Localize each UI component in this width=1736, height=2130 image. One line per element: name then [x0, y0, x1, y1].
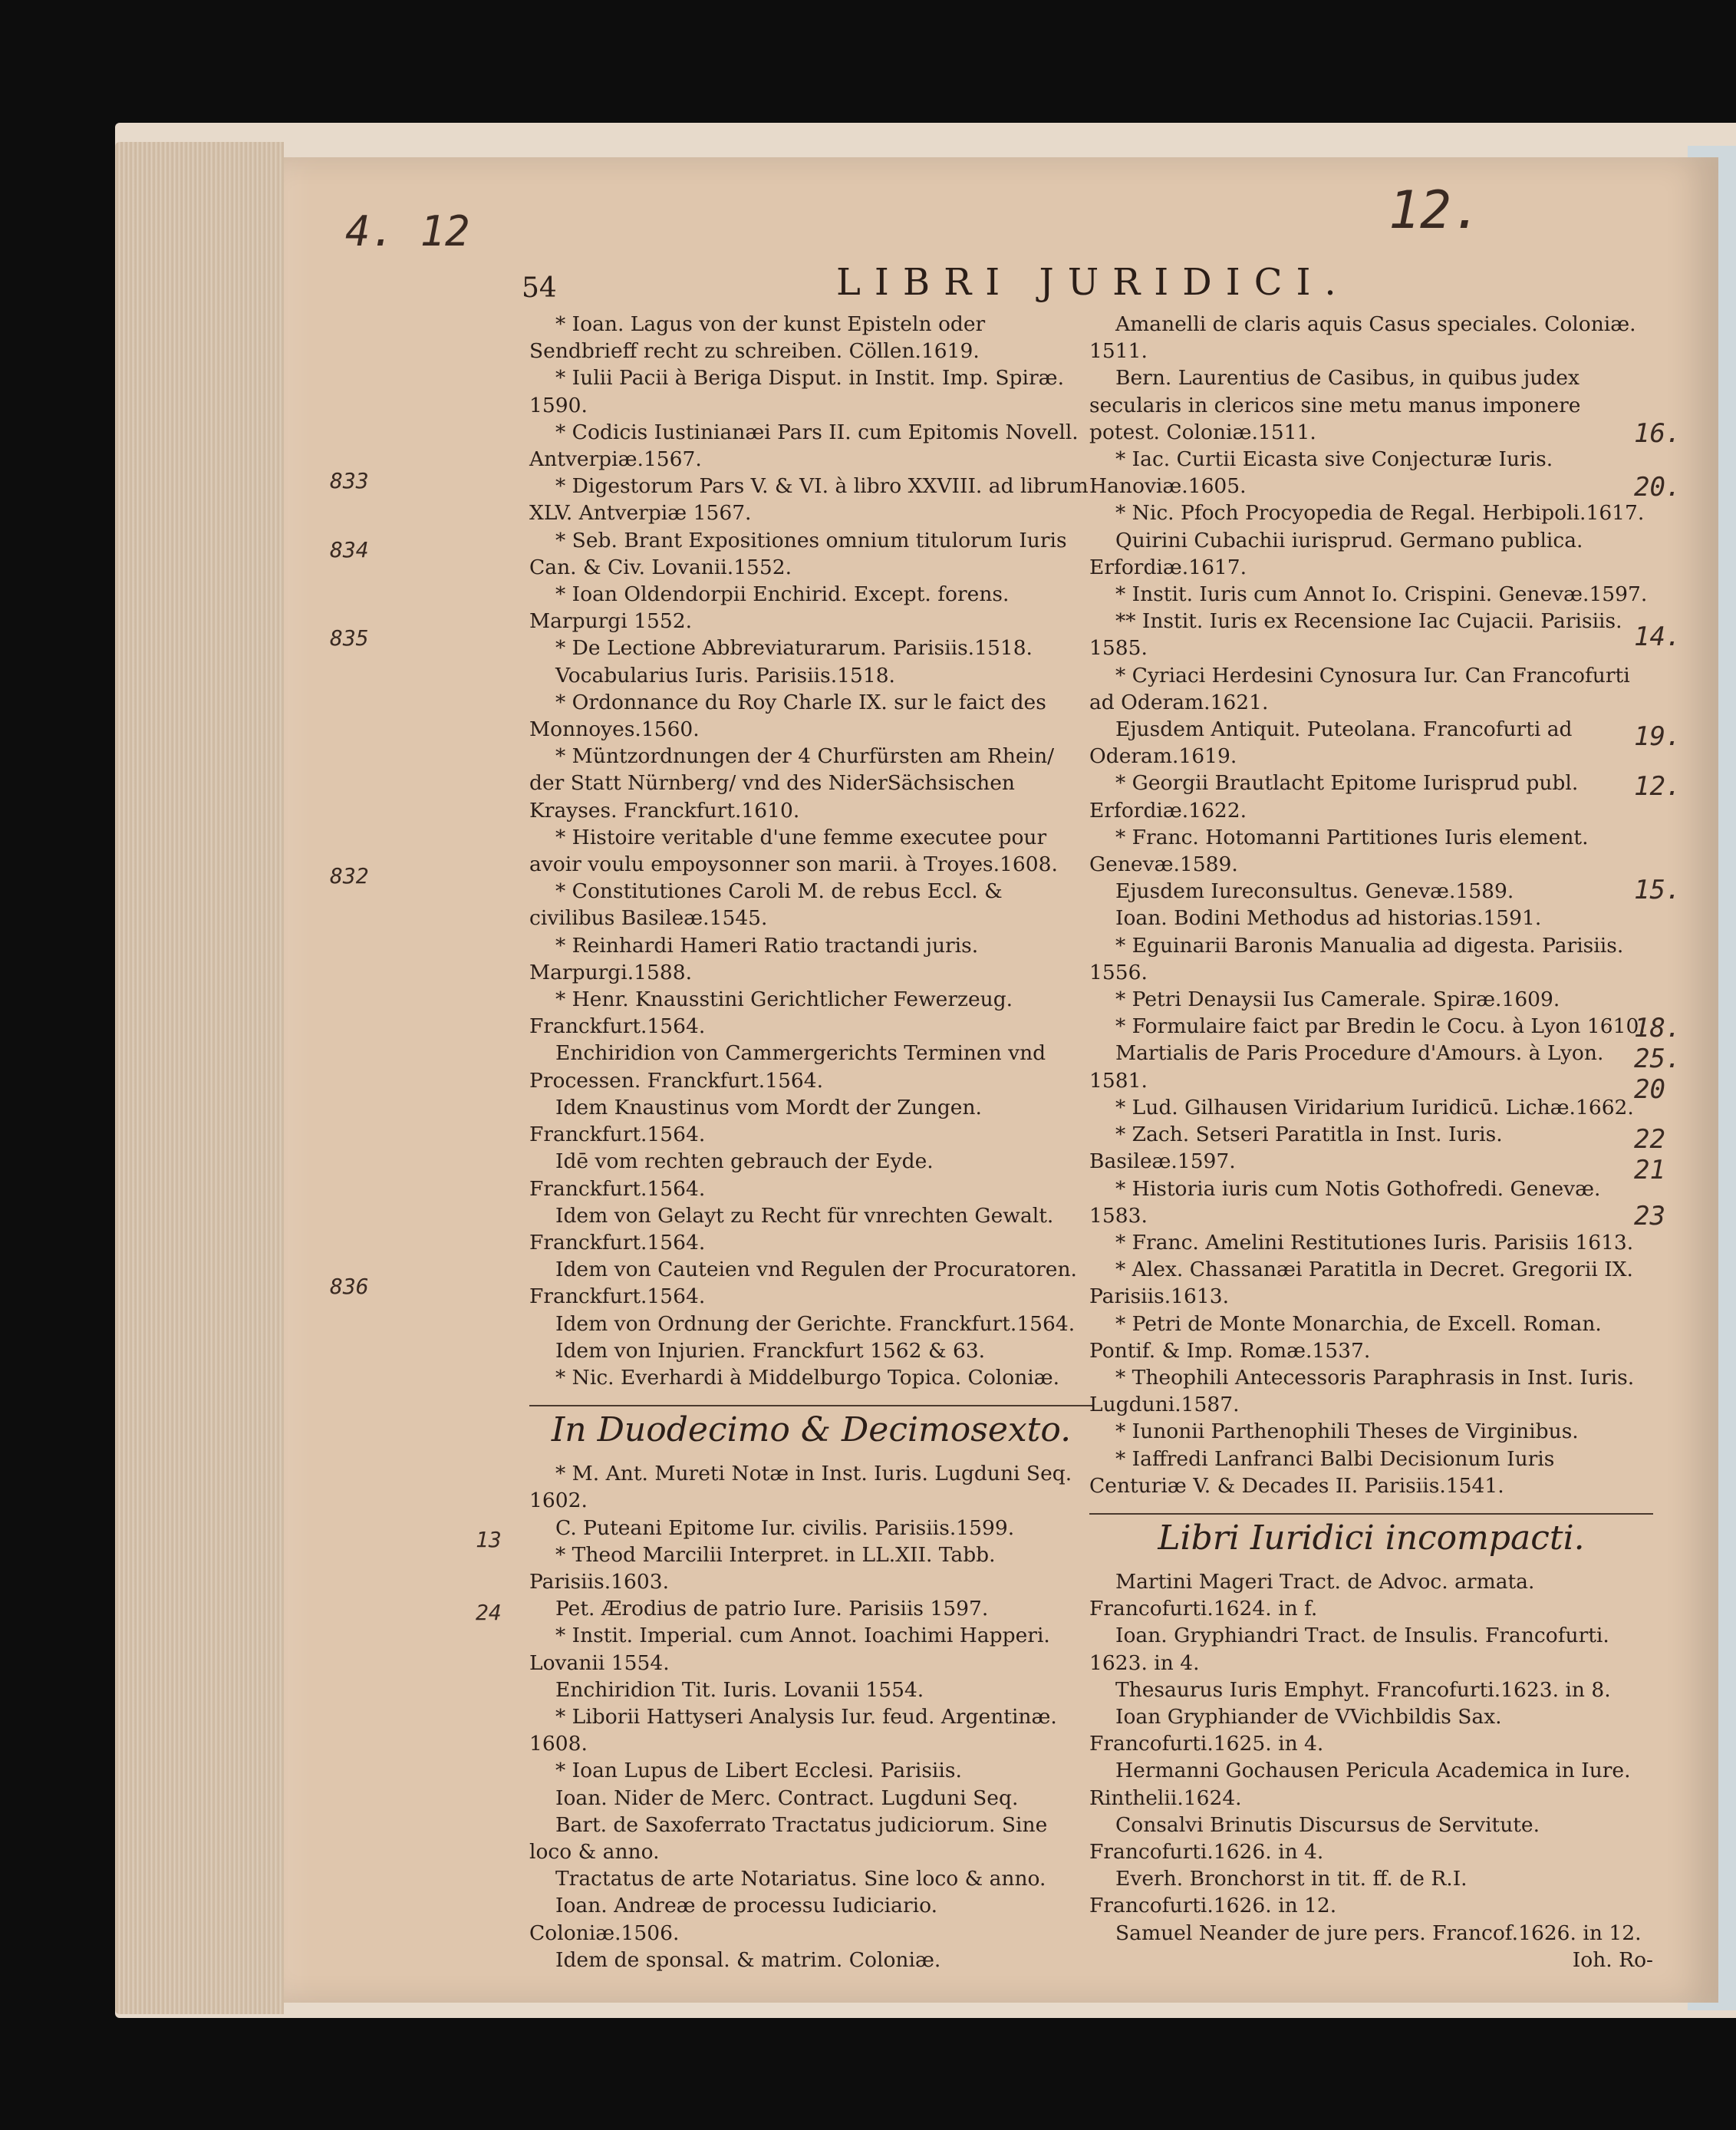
entry: * Ioan Oldendorpii Enchirid. Except. forens. Marpurgi 1552.	[529, 582, 1010, 634]
margin-note: 22	[1634, 1124, 1665, 1155]
entry: * Müntzordnungen der 4 Churfürsten am Rhein/ der Statt Nürnberg/ vnd des NiderSächsischen Krayses. Franckfurt.1610.	[529, 744, 1055, 823]
entry: * M. Ant. Mureti Notæ in Inst. Iuris. Lugduni Seq. 1602.	[529, 1462, 1072, 1513]
entry: * Historia iuris cum Notis Gothofredi. Genevæ. 1583.	[1089, 1176, 1601, 1228]
entry: * Franc. Hotomanni Partitiones Iuris element. Genevæ.1589.	[1089, 825, 1589, 877]
entry: * Ioan. Lagus von der kunst Episteln oder Sendbrieff recht zu schreiben. Cöllen.1619.	[529, 312, 986, 364]
margin-note: 14.	[1634, 622, 1682, 652]
entry: * Iaffredi Lanfranci Balbi Decisionum Iuris Centuriæ V. & Decades II. Parisiis.1541.	[1089, 1446, 1555, 1498]
entry: * Theophili Antecessoris Paraphrasis in Inst. Iuris. Lugduni.1587.	[1089, 1365, 1635, 1417]
entry: Ejusdem Iureconsultus. Genevæ.1589.	[1115, 879, 1514, 904]
entry: Idem de sponsal. & matrim. Coloniæ.	[555, 1947, 941, 1972]
entry: Hermanni Gochausen Pericula Academica in Iure. Rinthelii.1624.	[1089, 1759, 1631, 1810]
entry: * Reinhardi Hameri Ratio tractandi juris. Marpurgi.1588.	[529, 933, 979, 984]
entry: Thesaurus Iuris Emphyt. Francofurti.1623. in 8.	[1115, 1677, 1611, 1702]
entry: * Instit. Iuris cum Annot Io. Crispini. Genevæ.1597.	[1115, 582, 1648, 607]
entry: Pet. Ærodius de patrio Iure. Parisiis 1597.	[555, 1597, 989, 1621]
entry: * Lud. Gilhausen Viridarium Iuridicū. Lichæ.1662.	[1115, 1095, 1634, 1119]
entry: Enchiridion Tit. Iuris. Lovanii 1554.	[555, 1677, 924, 1702]
entry: Ejusdem Antiquit. Puteolana. Francofurti ad Oderam.1619.	[1089, 717, 1573, 769]
entry: Amanelli de claris aquis Casus speciales. Coloniæ. 1511.	[1089, 312, 1636, 364]
entry: * Seb. Brant Expositiones omnium titulorum Iuris Can. & Civ. Lovanii.1552.	[529, 528, 1067, 579]
margin-note: 16.	[1634, 418, 1682, 449]
entry: * Nic. Pfoch Procyopedia de Regal. Herbipoli.1617.	[1115, 501, 1645, 526]
entry: * Alex. Chassanæi Paratitla in Decret. Gregorii IX. Parisiis.1613.	[1089, 1258, 1633, 1309]
entry: Ioan. Andreæ de processu Iudiciario. Coloniæ.1506.	[529, 1894, 938, 1945]
entry: * Iulii Pacii à Beriga Disput. in Instit. Imp. Spiræ. 1590.	[529, 366, 1064, 417]
entry: Idem von Ordnung der Gerichte. Franckfurt.1564.	[555, 1311, 1076, 1336]
entry: * Ioan Lupus de Libert Ecclesi. Parisiis.	[555, 1759, 962, 1783]
margin-note: 25.	[1634, 1044, 1682, 1074]
entry: * Henr. Knausstini Gerichtlicher Fewerzeug. Franckfurt.1564.	[529, 988, 1013, 1039]
entry: * De Lectione Abbreviaturarum. Parisiis.1518.	[555, 636, 1033, 661]
entry: * Formulaire faict par Bredin le Cocu. à Lyon 1610.	[1115, 1014, 1645, 1039]
right-column	[1089, 311, 1653, 1973]
entry: * Franc. Amelini Restitutiones Iuris. Parisiis 1613.	[1115, 1230, 1634, 1255]
entry: * Liborii Hattyseri Analysis Iur. feud. Argentinæ. 1608.	[529, 1704, 1057, 1756]
margin-note: 24	[476, 1600, 502, 1625]
entry: Ioan Gryphiander de VVichbildis Sax. Francofurti.1625. in 4.	[1089, 1704, 1502, 1756]
entry: * Theod Marcilii Interpret. in LL.XII. Tabb. Parisiis.1603.	[529, 1542, 996, 1594]
entry: Idem von Injurien. Franckfurt 1562 & 63.	[555, 1338, 986, 1363]
entry: Everh. Bronchorst in tit. ff. de R.I. Francofurti.1626. in 12.	[1089, 1867, 1468, 1918]
entry: * Petri de Monte Monarchia, de Excell. Roman. Pontif. & Imp. Romæ.1537.	[1089, 1311, 1602, 1363]
left-column	[529, 311, 1093, 1973]
running-title: LIBRI JURIDICI.	[836, 261, 1350, 304]
entry: Quirini Cubachii iurisprud. Germano publica. Erfordiæ.1617.	[1089, 528, 1583, 579]
entry: Idē vom rechten gebrauch der Eyde. Franckfurt.1564.	[529, 1149, 934, 1201]
entry: ** Instit. Iuris ex Recensione Iac Cujacii. Parisiis. 1585.	[1089, 609, 1622, 661]
entry: * Iunonii Parthenophili Theses de Virginibus.	[1115, 1419, 1579, 1444]
entry: * Iac. Curtii Eicasta sive Conjecturæ Iuris. Hanoviæ.1605.	[1089, 447, 1553, 499]
margin-note: 833	[330, 468, 369, 493]
entry: * Petri Denaysii Ius Camerale. Spiræ.1609.	[1115, 988, 1560, 1012]
page-number: 54	[522, 272, 557, 304]
entry: Samuel Neander de jure pers. Francof.1626. in 12.	[1115, 1921, 1642, 1945]
entry: Martialis de Paris Procedure d'Amours. à Lyon. 1581.	[1089, 1041, 1604, 1093]
margin-note: 20.	[1634, 472, 1682, 503]
entry: Ioan. Gryphiandri Tract. de Insulis. Francofurti. 1623. in 4.	[1089, 1624, 1609, 1675]
margin-note: 13	[476, 1527, 502, 1552]
margin-note: 832	[330, 863, 369, 889]
margin-note: 835	[330, 625, 369, 651]
entry: * Eguinarii Baronis Manualia ad digesta. Parisiis. 1556.	[1089, 933, 1624, 984]
margin-note: 836	[330, 1274, 369, 1299]
entry: * Constitutiones Caroli M. de rebus Eccl. & civilibus Basileæ.1545.	[529, 879, 1003, 931]
margin-note: 12.	[1634, 771, 1682, 802]
entry: Ioh. Ro-	[1572, 1947, 1653, 1972]
entry: * Zach. Setseri Paratitla in Inst. Iuris. Basileæ.1597.	[1089, 1123, 1503, 1174]
margin-note: 834	[330, 537, 369, 562]
margin-note: 23	[1634, 1201, 1665, 1232]
entry: Bart. de Saxoferrato Tractatus judiciorum. Sine loco & anno.	[529, 1812, 1048, 1864]
entry: Idem Knaustinus vom Mordt der Zungen. Franckfurt.1564.	[529, 1095, 982, 1147]
margin-note: 18.	[1634, 1013, 1682, 1044]
entry: * Nic. Everhardi à Middelburgo Topica. Coloniæ.	[555, 1365, 1060, 1390]
entry: * Codicis Iustinianæi Pars II. cum Epitomis Novell. Antverpiæ.1567.	[529, 420, 1079, 472]
entry: Enchiridion von Cammergerichts Terminen vnd Processen. Franckfurt.1564.	[529, 1041, 1046, 1093]
entry: * Instit. Imperial. cum Annot. Ioachimi Happeri. Lovanii 1554.	[529, 1624, 1050, 1675]
entry: * Ordonnance du Roy Charle IX. sur le faict des Monnoyes.1560.	[529, 690, 1046, 742]
entry: Consalvi Brinutis Discursus de Servitute. Francofurti.1626. in 4.	[1089, 1812, 1540, 1864]
section-heading: Libri Iuridici incompacti.	[1089, 1513, 1653, 1558]
handwritten-number: 12.	[1388, 180, 1483, 241]
entry: Ioan. Bodini Methodus ad historias.1591.	[1115, 906, 1542, 931]
handwritten-shelfmark: 4. 12	[345, 207, 470, 256]
margin-note: 21	[1634, 1155, 1665, 1185]
entry: Idem von Cauteien vnd Regulen der Procuratoren. Franckfurt.1564.	[529, 1258, 1077, 1309]
entry: * Histoire veritable d'une femme executee pour avoir voulu empoysonner son marii. à Troyes.1608.	[529, 825, 1058, 877]
entry: * Georgii Brautlacht Epitome Iurisprud publ. Erfordiæ.1622.	[1089, 771, 1579, 823]
margin-note: 15.	[1634, 875, 1682, 905]
entry: Idem von Gelayt zu Recht für vnrechten Gewalt. Franckfurt.1564.	[529, 1203, 1054, 1255]
entry: Ioan. Nider de Merc. Contract. Lugduni Seq.	[555, 1785, 1019, 1810]
entry: Martini Mageri Tract. de Advoc. armata. Francofurti.1624. in f.	[1089, 1569, 1535, 1621]
entry: * Digestorum Pars V. & VI. à libro XXVIII. ad librum XLV. Antverpiæ 1567.	[529, 474, 1089, 526]
entry: * Cyriaci Herdesini Cynosura Iur. Can Francofurti ad Oderam.1621.	[1089, 663, 1630, 714]
page-edges	[115, 142, 284, 2014]
entry: Bern. Laurentius de Casibus, in quibus judex secularis in clericos sine metu manus imponere potest. Coloniæ.1511.	[1089, 366, 1581, 444]
margin-note: 19.	[1634, 721, 1682, 752]
margin-note: 20	[1634, 1074, 1665, 1105]
section-heading: In Duodecimo & Decimosexto.	[529, 1405, 1093, 1449]
entry: Tractatus de arte Notariatus. Sine loco & anno.	[555, 1867, 1046, 1891]
entry: C. Puteani Epitome Iur. civilis. Parisiis.1599.	[555, 1515, 1015, 1540]
entry: Vocabularius Iuris. Parisiis.1518.	[555, 663, 895, 687]
